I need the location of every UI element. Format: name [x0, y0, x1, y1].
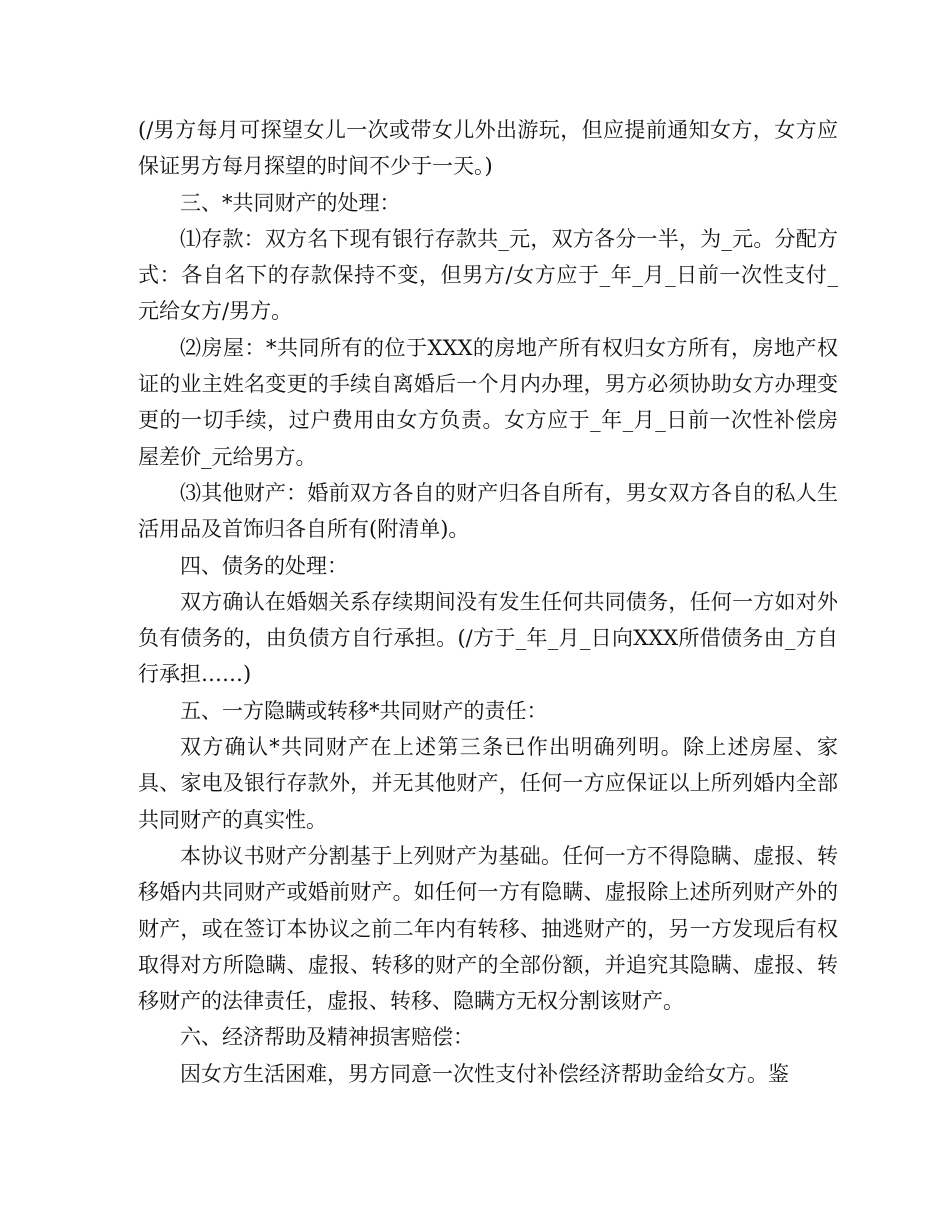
paragraph-debts: 双方确认在婚姻关系存续期间没有发生任何共同债务，任何一方如对外负有债务的，由负债方自行承担。(/方于_年_月_日向XXX所借债务由_方自行承担……)	[138, 589, 838, 687]
paragraph-division-basis: 本协议书财产分割基于上列财产为基础。任何一方不得隐瞒、虚报、转移婚内共同财产或婚前财产。如任何一方有隐瞒、虚报除上述所列财产外的财产，或在签订本协议之前二年内有转移、抽逃财产的，另一方发现后有权取得对方所隐瞒、虚报、转移的财产的全部份额，并追究其隐瞒、虚报、转移财产的法律责任，虚报、转移、隐瞒方无权分割该财产。	[138, 843, 838, 1014]
paragraph-other-property: ⑶其他财产：婚前双方各自的财产归各自所有，男女双方各自的私人生活用品及首饰归各自所有(附清单)。	[138, 480, 838, 542]
document-page	[138, 112, 838, 1092]
section-heading-debts: 四、债务的处理：	[180, 553, 348, 578]
paragraph-house: ⑵房屋：*共同所有的位于XXX的房地产所有权归女方所有，房地产权证的业主姓名变更的手续自离婚后一个月内办理，男方必须协助女方办理变更的一切手续，过户费用由女方负责。女方应于_年_月_日前一次性补偿房屋差价_元给男方。	[138, 335, 838, 469]
paragraph-visitation: (/男方每月可探望女儿一次或带女儿外出游玩，但应提前通知女方，女方应保证男方每月探望的时间不少于一天。)	[138, 118, 838, 179]
section-heading-compensation: 六、经济帮助及精神损害赔偿：	[180, 1025, 474, 1050]
section-heading-concealment: 五、一方隐瞒或转移*共同财产的责任：	[180, 698, 548, 723]
section-heading-property: 三、*共同财产的处理：	[180, 190, 401, 215]
paragraph-property-confirmation: 双方确认*共同财产在上述第三条已作出明确列明。除上述房屋、家具、家电及银行存款外，并无其他财产，任何一方应保证以上所列婚内全部共同财产的真实性。	[138, 735, 838, 832]
paragraph-deposits: ⑴存款：双方名下现有银行存款共_元，双方各分一半，为_元。分配方式：各自名下的存款保持不变，但男方/女方应于_年_月_日前一次性支付_元给女方/男方。	[138, 226, 838, 324]
paragraph-economic-help: 因女方生活困难，男方同意一次性支付补偿经济帮助金给女方。鉴	[180, 1061, 789, 1086]
